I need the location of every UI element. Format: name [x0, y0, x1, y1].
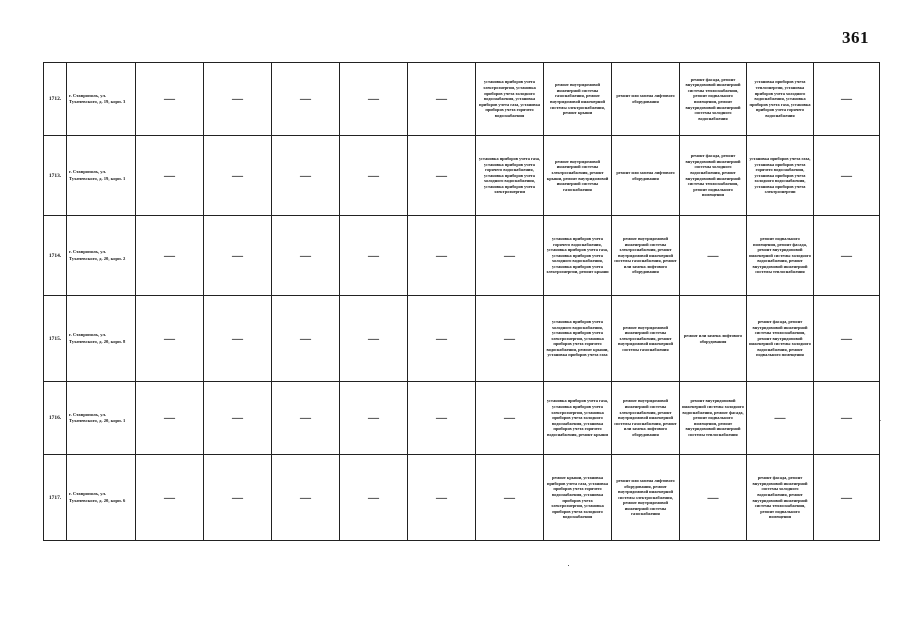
table-row [44, 296, 880, 382]
page-number: 361 [842, 28, 869, 47]
work-description-cell: установка приборов учета теплоэнергии, установка приборов учета холодного водоснабжения, установка приборов учета газа, установка приборов учета горячего водоснабжения [747, 63, 814, 136]
empty-dash-cell: — [136, 216, 204, 296]
empty-dash-cell: — [204, 382, 272, 455]
empty-dash-cell: — [272, 455, 340, 541]
work-description-cell: ремонт фасада, ремонт внутридомовой инженерной системы холодного водоснабжения, ремонт внутридомовой инженерной системы теплоснабжения, ремонт подвального помещения [747, 455, 814, 541]
empty-dash-cell: — [204, 63, 272, 136]
empty-dash-cell: — [204, 455, 272, 541]
empty-dash-cell: — [408, 216, 476, 296]
work-description-cell: ремонт или замена лифтового оборудования [612, 136, 680, 216]
empty-dash-cell: — [340, 455, 408, 541]
empty-dash-cell: — [408, 63, 476, 136]
work-description-cell: ремонт внутридомовой инженерной системы газоснабжения, ремонт внутридомовой инженерной системы электроснабжения, ремонт крыши [544, 63, 612, 136]
empty-dash-cell: — [136, 63, 204, 136]
empty-dash-cell: — [272, 63, 340, 136]
row-number: 1715. [44, 296, 67, 382]
empty-dash-cell: — [272, 296, 340, 382]
empty-dash-cell: — [136, 382, 204, 455]
work-description-cell: ремонт внутридомовой инженерной системы электроснабжения, ремонт внутридомовой инженерной системы газоснабжения, ремонт или замена лифтового оборудования [612, 216, 680, 296]
address-cell: г. Ставрополь, ул. Тухачевского, д. 20, корп. 1 [67, 382, 136, 455]
work-description-cell: установка приборов учета электроэнергии, установка приборов учета холодного водоснабжения, установка приборов учета газа, установка приборов учета горячего водоснабжения [476, 63, 544, 136]
work-description-cell: ремонт фасада, ремонт внутридомовой инженерной системы холодного водоснабжения, ремонт внутридомовой инженерной системы теплоснабжения, ремонт подвального помещения [680, 136, 747, 216]
work-description-cell: ремонт крыши, установка приборов учета газа, установка приборов учета горячего водоснабжения, установка приборов учета электроэнергии, установка приборов учета холодного водоснабжения [544, 455, 612, 541]
empty-dash-cell: — [814, 382, 880, 455]
work-description-cell: ремонт фасада, ремонт внутридомовой инженерной системы теплоснабжения, ремонт подвального помещения, ремонт внутридомовой инженерной системы холодного водоснабжения [680, 63, 747, 136]
empty-dash-cell: — [408, 455, 476, 541]
empty-dash-cell: — [814, 136, 880, 216]
work-description-cell: ремонт внутридомовой инженерной системы холодного водоснабжения, ремонт фасада, ремонт подвального помещения, ремонт внутридомовой инженерной системы теплоснабжения [680, 382, 747, 455]
empty-dash-cell: — [814, 216, 880, 296]
row-number: 1714. [44, 216, 67, 296]
work-description-cell: установка приборов учета газа, установка приборов учета горячего водоснабжения, установка приборов учета холодного водоснабжения, установка приборов учета электроэнергии [476, 136, 544, 216]
address-cell: г. Ставрополь, ул. Тухачевского, д. 20, корп. 8 [67, 296, 136, 382]
row-number: 1712. [44, 63, 67, 136]
work-description-cell: установка приборов учета газа, установка приборов учета горячего водоснабжения, установка приборов учета холодного водоснабжения, установка приборов учета электроэнергии [747, 136, 814, 216]
work-description-cell: ремонт или замена лифтового оборудования [612, 63, 680, 136]
work-description-cell: ремонт внутридомовой инженерной системы электроснабжения, ремонт внутридомовой инженерной системы газоснабжения, ремонт или замена лифтового оборудования [612, 382, 680, 455]
address-cell: г. Ставрополь, ул. Тухачевского, д. 19, корп. 3 [67, 63, 136, 136]
address-cell: г. Ставрополь, ул. Тухачевского, д. 20, корп. 2 [67, 216, 136, 296]
empty-dash-cell: — [476, 296, 544, 382]
empty-dash-cell: — [680, 455, 747, 541]
empty-dash-cell: — [814, 455, 880, 541]
empty-dash-cell: — [340, 216, 408, 296]
empty-dash-cell: — [272, 382, 340, 455]
work-description-cell: ремонт или замена лифтового оборудования, ремонт внутридомовой инженерной системы электроснабжения, ремонт внутридомовой инженерной системы газоснабжения [612, 455, 680, 541]
table-row [44, 382, 880, 455]
empty-dash-cell: — [340, 296, 408, 382]
work-description-cell: установка приборов учета холодного водоснабжения, установка приборов учета электроэнергии, установка приборов учета горячего водоснабжения, ремонт крыши, установка приборов учета газа [544, 296, 612, 382]
empty-dash-cell: — [476, 455, 544, 541]
scan-speck [568, 565, 569, 566]
address-cell: г. Ставрополь, ул. Тухачевского, д. 19, корп. 1 [67, 136, 136, 216]
empty-dash-cell: — [204, 296, 272, 382]
table-body [44, 63, 880, 541]
empty-dash-cell: — [747, 382, 814, 455]
empty-dash-cell: — [204, 136, 272, 216]
work-description-cell: установка приборов учета горячего водоснабжения, установка приборов учета газа, установка приборов учета холодного водоснабжения, установка приборов учета электроэнергии, ремонт крыши [544, 216, 612, 296]
empty-dash-cell: — [340, 382, 408, 455]
table-row [44, 136, 880, 216]
work-description-cell: ремонт или замена лифтового оборудования [680, 296, 747, 382]
row-number: 1713. [44, 136, 67, 216]
empty-dash-cell: — [136, 455, 204, 541]
table-row [44, 455, 880, 541]
work-description-cell: ремонт внутридомовой инженерной системы электроснабжения, ремонт внутридомовой инженерной системы газоснабжения [612, 296, 680, 382]
empty-dash-cell: — [680, 216, 747, 296]
row-number: 1717. [44, 455, 67, 541]
empty-dash-cell: — [476, 382, 544, 455]
empty-dash-cell: — [408, 136, 476, 216]
address-cell: г. Ставрополь, ул. Тухачевского, д. 20, корп. 6 [67, 455, 136, 541]
table-row [44, 216, 880, 296]
table-row [44, 63, 880, 136]
work-description-cell: ремонт фасада, ремонт внутридомовой инженерной системы теплоснабжения, ремонт внутридомовой инженерной системы холодного водоснабжения, ремонт подвального помещения [747, 296, 814, 382]
empty-dash-cell: — [272, 136, 340, 216]
empty-dash-cell: — [408, 382, 476, 455]
empty-dash-cell: — [476, 216, 544, 296]
work-description-cell: установка приборов учета газа, установка приборов учета электроэнергии, установка приборов учета холодного водоснабжения, установка приборов учета горячего водоснабжения, ремонт крыши [544, 382, 612, 455]
empty-dash-cell: — [340, 136, 408, 216]
empty-dash-cell: — [136, 296, 204, 382]
work-description-cell: ремонт подвального помещения, ремонт фасада, ремонт внутридомовой инженерной системы холодного водоснабжения, ремонт внутридомовой инженерной системы теплоснабжения [747, 216, 814, 296]
empty-dash-cell: — [408, 296, 476, 382]
empty-dash-cell: — [136, 136, 204, 216]
empty-dash-cell: — [204, 216, 272, 296]
work-description-cell: ремонт внутридомовой инженерной системы электроснабжения, ремонт крыши, ремонт внутридомовой инженерной системы газоснабжения [544, 136, 612, 216]
empty-dash-cell: — [272, 216, 340, 296]
empty-dash-cell: — [814, 63, 880, 136]
scan-speck [880, 420, 881, 421]
empty-dash-cell: — [814, 296, 880, 382]
empty-dash-cell: — [340, 63, 408, 136]
repair-schedule-table [43, 62, 880, 541]
row-number: 1716. [44, 382, 67, 455]
